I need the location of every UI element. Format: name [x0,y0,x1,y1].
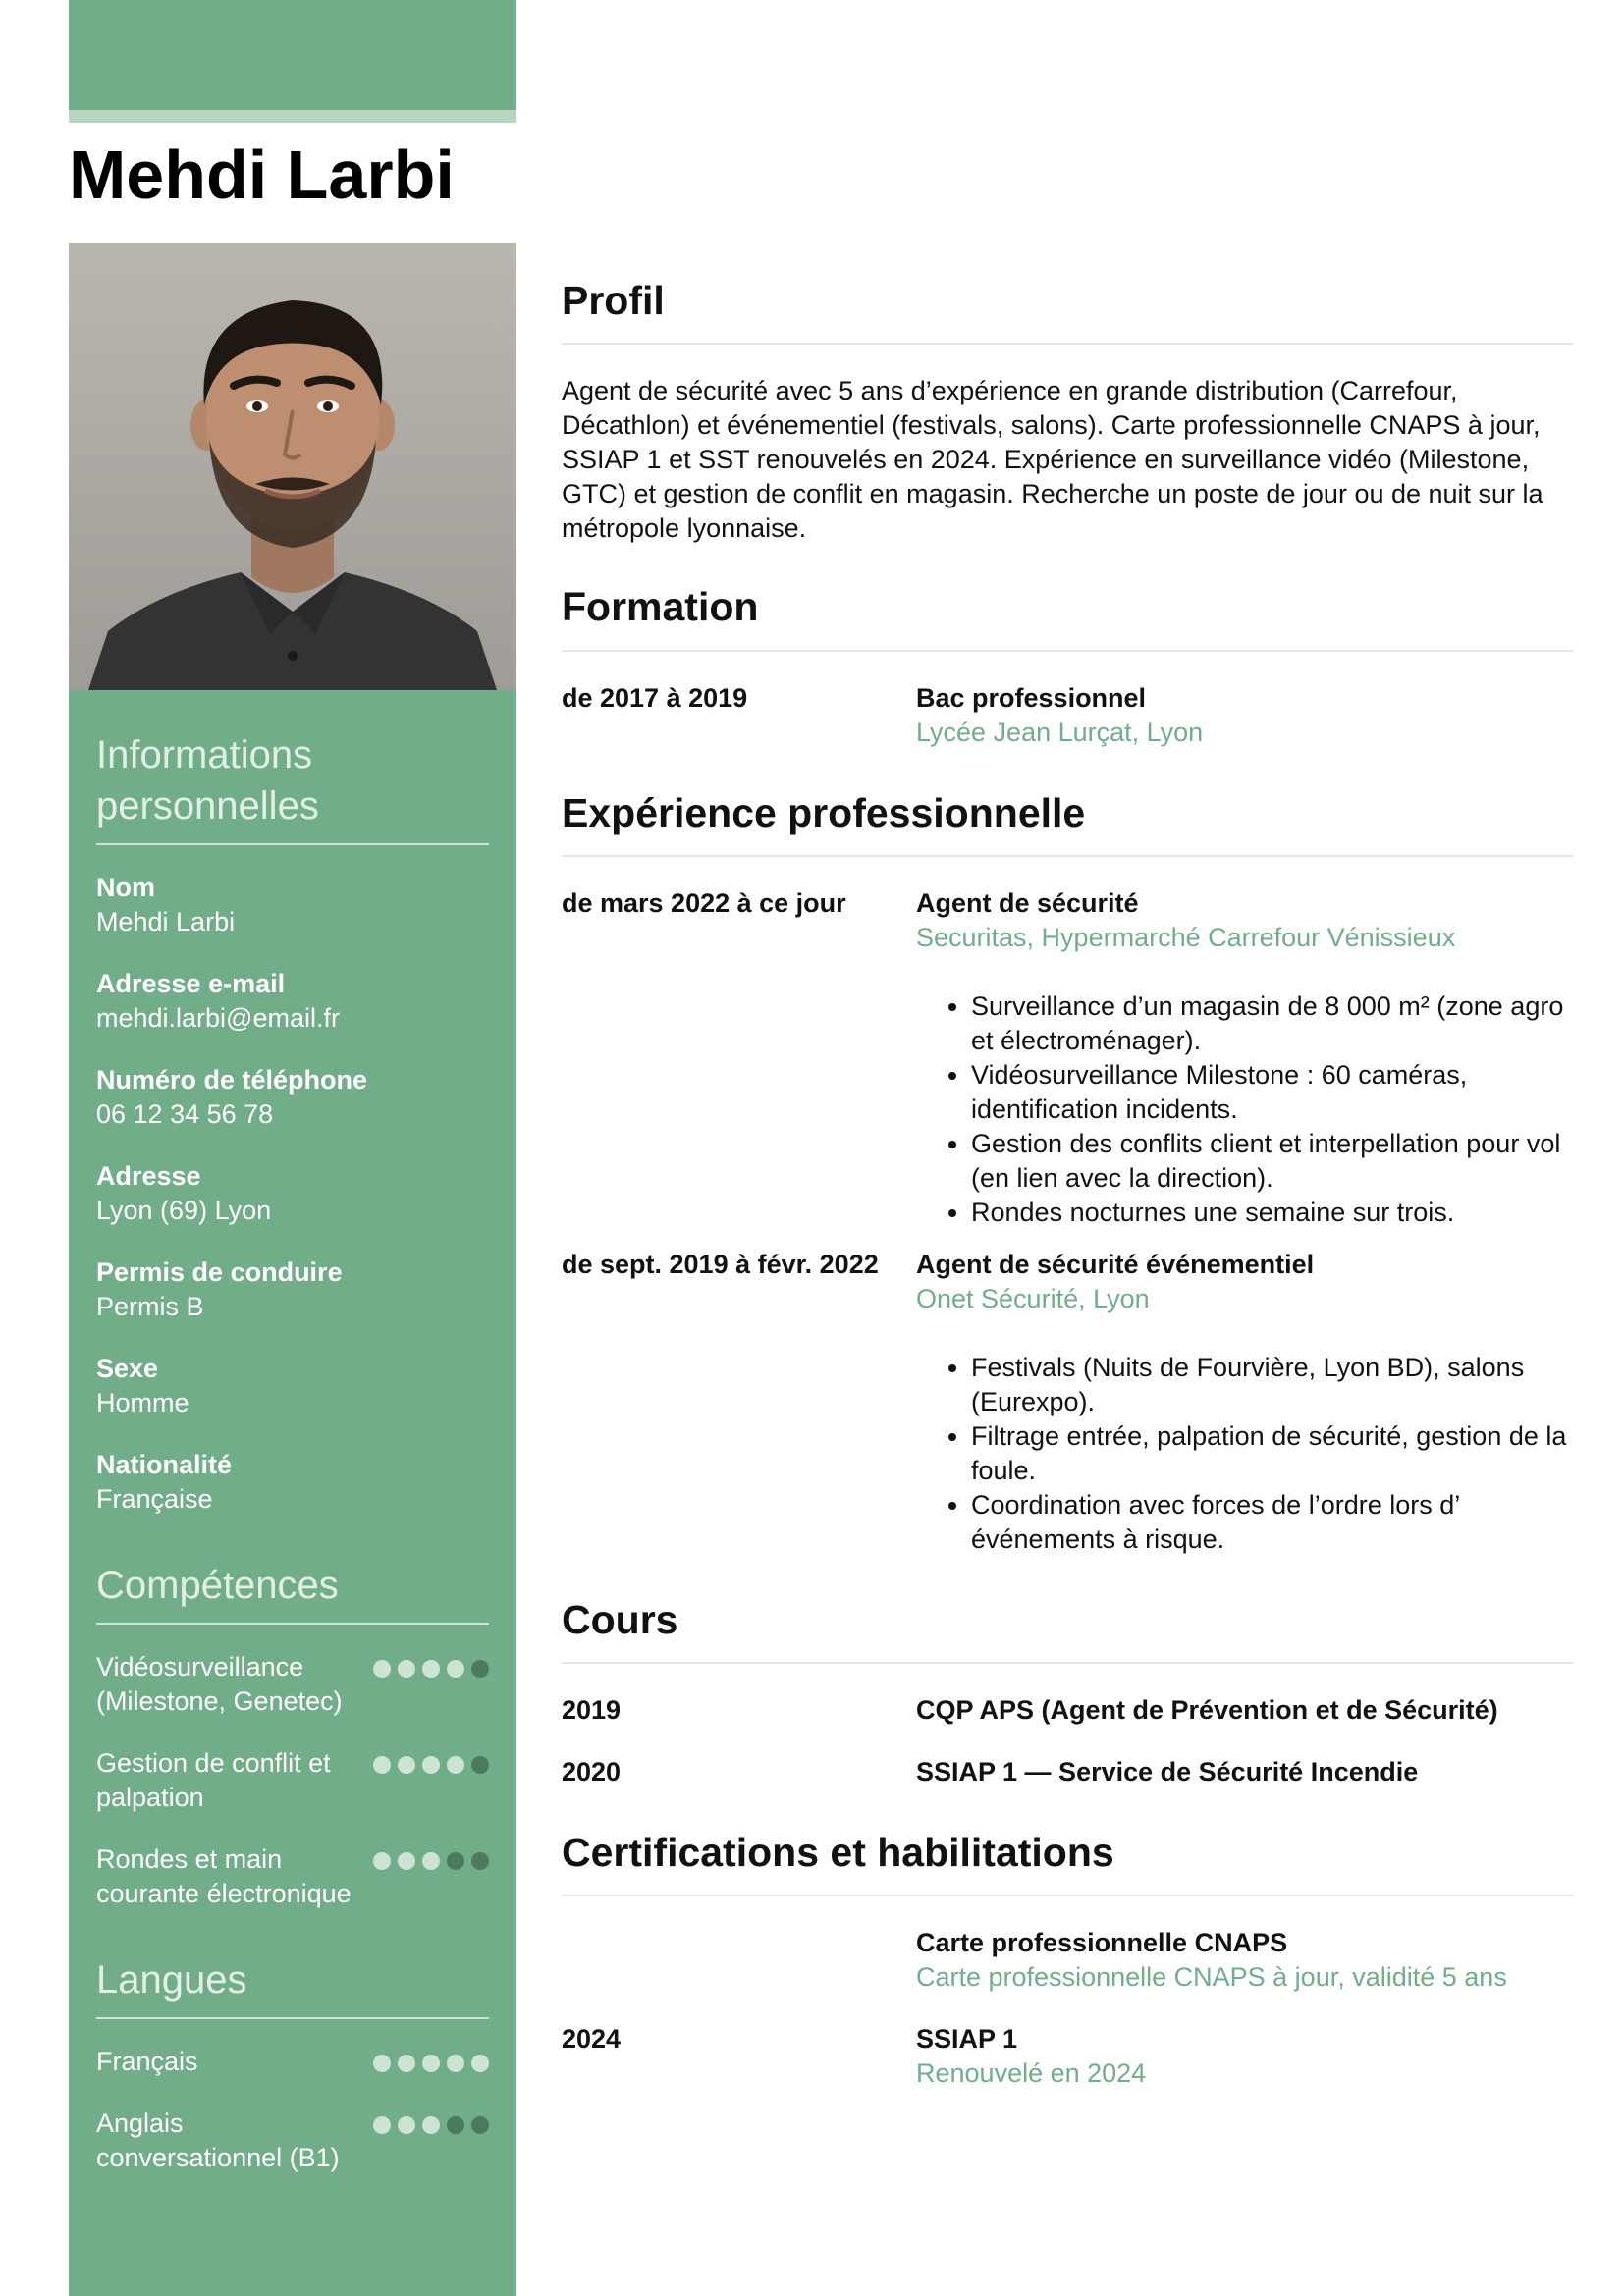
language-item: Anglais conversationnel (B1) [96,2107,489,2175]
skill-rating [373,1650,489,1678]
personal-info-license: Permis de conduire Permis B [96,1257,343,1321]
education-section [562,581,1573,749]
personal-info-name: Nom Mehdi Larbi [96,873,236,936]
profile-heading: Profil [562,275,1573,345]
header-band-accent [69,110,516,123]
rating-dot-filled [447,2055,464,2072]
entry-subtitle: Carte professionnelle CNAPS à jour, validité 5 ans [916,1962,1507,1993]
bullet-item: • Festivals (Nuits de Fourvière, Lyon BD), salons (Eurexpo). [971,1351,1573,1419]
rating-dot-empty [447,1852,464,1870]
entry-bullets [916,989,1573,1230]
rating-dot-filled [398,1852,415,1870]
rating-dot-empty [471,1756,489,1774]
bullet-item: • Surveillance d’un magasin de 8 000 m² (zone agro et électroménager). [971,989,1573,1058]
rating-dot-filled [422,2055,440,2072]
education-entry [562,681,1573,750]
candidate-name: Mehdi Larbi [69,136,455,213]
entry-date: 2020 [562,1757,622,1788]
rating-dot-filled [398,2116,415,2134]
skill-item: Gestion de conflit et palpation [96,1746,489,1815]
language-item: Français [96,2045,489,2079]
rating-dot-filled [398,1756,415,1774]
experience-entry [562,1248,1573,1557]
personal-info-phone: Numéro de téléphone 06 12 34 56 78 [96,1065,368,1129]
rating-dot-filled [422,1660,440,1678]
rating-dot-filled [447,1660,464,1678]
sidebar-content [96,729,489,2203]
skill-item: Vidéosurveillance (Milestone, Genetec) [96,1650,489,1719]
entry-subtitle: Onet Sécurité, Lyon [916,1283,1150,1313]
course-entry [562,1755,1573,1789]
education-heading: Formation [562,581,1573,651]
entry-date: de sept. 2019 à févr. 2022 [562,1249,879,1279]
rating-dot-filled [373,1756,391,1774]
rating-dot-filled [398,1660,415,1678]
entry-title: Bac professionnel [916,682,1147,713]
rating-dot-empty [471,1852,489,1870]
personal-info-address: Adresse Lyon (69) Lyon [96,1161,272,1225]
entry-title: Agent de sécurité événementiel [916,1249,1315,1279]
rating-dot-empty [471,1660,489,1678]
experience-section [562,787,1573,1557]
courses-section [562,1594,1573,1789]
certifications-section [562,1827,1573,2091]
entry-title: SSIAP 1 [916,2024,1018,2055]
rating-dot-filled [422,2116,440,2134]
languages-heading: Langues [96,1954,489,2019]
bullet-item: • Coordination avec forces de l’ordre lors d’ événements à risque. [971,1488,1573,1557]
rating-dot-filled [422,1756,440,1774]
skill-item: Rondes et main courante électronique [96,1842,489,1911]
profile-photo [69,243,516,690]
rating-dot-filled [398,2055,415,2072]
experience-heading: Expérience professionnelle [562,787,1573,857]
language-rating [373,2107,489,2134]
rating-dot-empty [447,2116,464,2134]
personal-info-sex: Sexe Homme [96,1354,189,1417]
bullet-item: • Vidéosurveillance Milestone : 60 caméras, identification incidents. [971,1058,1573,1127]
languages-list [96,2045,489,2175]
rating-dot-filled [373,2055,391,2072]
personal-info-email: Adresse e-mail mehdi.larbi@email.fr [96,969,340,1033]
rating-dot-filled [373,2116,391,2134]
certification-entry [562,2022,1573,2091]
entry-date [562,1926,916,1995]
certifications-heading: Certifications et habilitations [562,1827,1573,1896]
profile-text: Agent de sécurité avec 5 ans d’expérience en grande distribution (Carrefour, Décathlon) et événementiel (festivals, salons). Carte professionnelle CNAPS à jour, SSIAP 1 et SST renouvelés en 2024. Expérience en surveillance vidéo (Milestone, GTC) et gestion de conflit en magasin. Recherche un poste de jour ou de nuit sur la métropole lyonnaise. [562,376,1543,544]
experience-entry [562,886,1573,1230]
entry-date: 2019 [562,1695,622,1726]
rating-dot-filled [447,1756,464,1774]
entry-bullets [916,1351,1573,1557]
courses-heading: Cours [562,1594,1573,1664]
entry-subtitle: Securitas, Hypermarché Carrefour Vénissieux [916,922,1456,952]
skills-list [96,1650,489,1911]
rating-dot-filled [471,2055,489,2072]
certification-entry [562,1926,1573,1995]
main-content [562,275,1573,2118]
bullet-item: • Filtrage entrée, palpation de sécurité, gestion de la foule. [971,1419,1573,1488]
bullet-item: • Gestion des conflits client et interpellation pour vol (en lien avec la direction). [971,1127,1573,1196]
course-entry [562,1693,1573,1728]
profile-section [562,275,1573,546]
personal-info-heading: Informations personnelles [96,729,489,845]
personal-info-list [96,871,489,1517]
entry-subtitle: Lycée Jean Lurçat, Lyon [916,717,1204,747]
language-rating [373,2045,489,2072]
entry-title: SSIAP 1 — Service de Sécurité Incendie [916,1757,1419,1788]
entry-subtitle: Renouvelé en 2024 [916,2058,1147,2089]
header-band [69,0,516,110]
bullet-item: • Rondes nocturnes une semaine sur trois. [971,1196,1573,1230]
skill-rating [373,1842,489,1870]
skill-rating [373,1746,489,1774]
entry-title: Carte professionnelle CNAPS [916,1928,1288,1958]
rating-dot-empty [471,2116,489,2134]
rating-dot-filled [373,1852,391,1870]
person-portrait-icon [69,243,516,690]
rating-dot-filled [373,1660,391,1678]
entry-date: de mars 2022 à ce jour [562,887,846,918]
entry-date: 2024 [562,2024,622,2055]
entry-date: de 2017 à 2019 [562,682,748,713]
skills-heading: Compétences [96,1560,489,1625]
sidebar [69,243,516,2296]
entry-title: Agent de sécurité [916,887,1139,918]
personal-info-nationality: Nationalité Française [96,1450,233,1514]
rating-dot-filled [422,1852,440,1870]
entry-title: CQP APS (Agent de Prévention et de Sécurité) [916,1695,1498,1726]
